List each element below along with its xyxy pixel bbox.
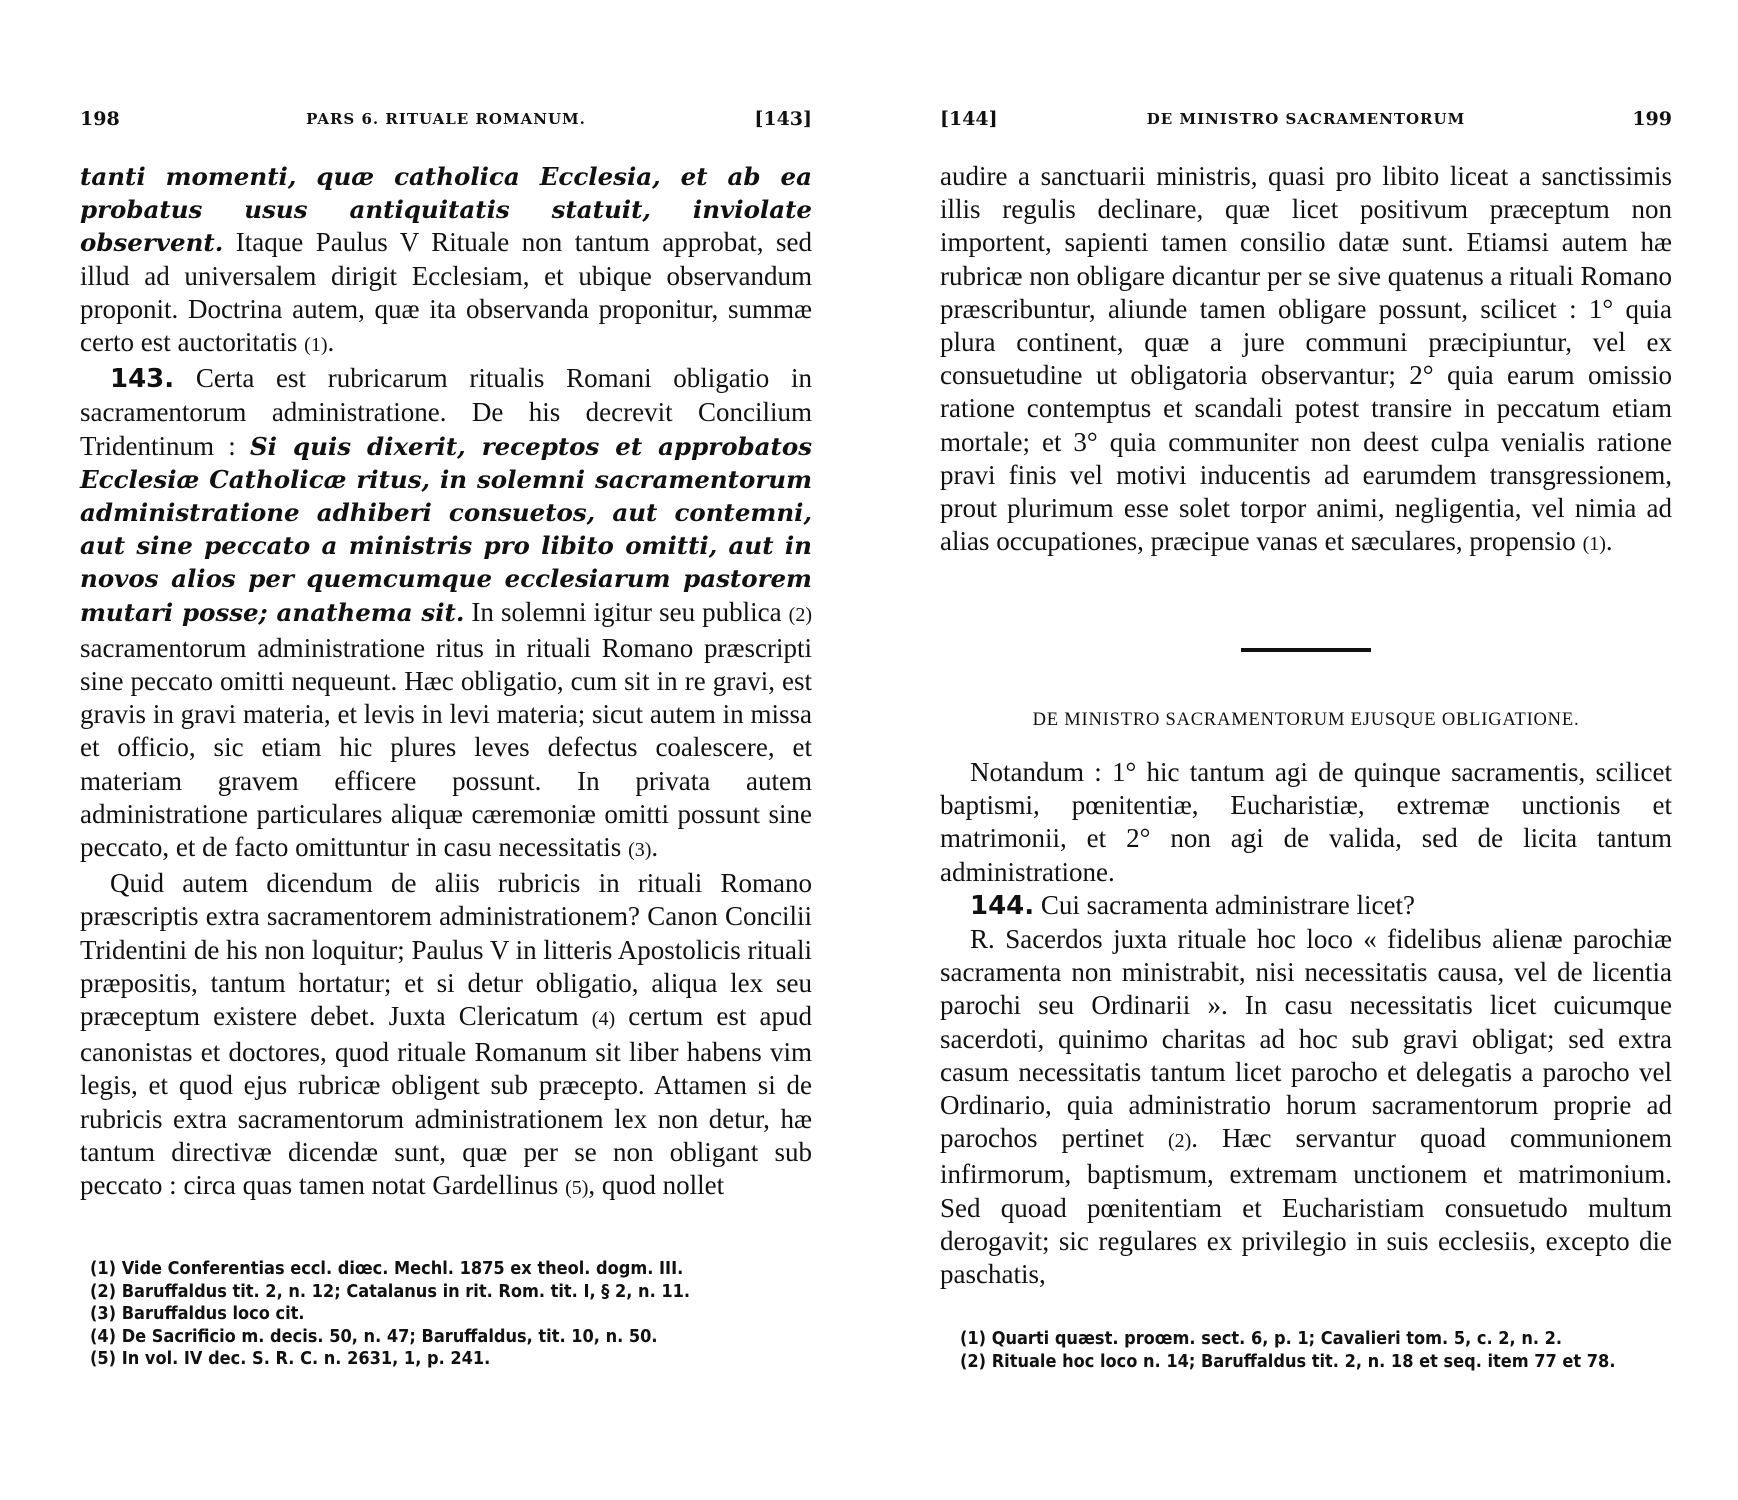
right-paragraph-notandum <box>940 756 1672 889</box>
right-paragraph-144 <box>940 889 1672 923</box>
left-p2-italic: Si quis dixerit, receptos et approbatos Ecclesiæ Catholicæ ritus, in solemni sacramentorum administratione adhiberi consuetos, aut contemni, aut sine peccato a ministris pro libito omitti, aut in novos alios per quemcumque ecclesiarum pastorem mutari posse; anathema sit. <box>80 431 813 627</box>
footnote-ref: (3) <box>628 839 652 862</box>
section-number-143: 143. <box>110 364 175 395</box>
left-p2-text2: In solemni igitur seu publica <box>464 596 789 627</box>
footnote: (2) Baruffaldus tit. 2, n. 12; Catalanus in rit. Rom. tit. I, § 2, n. 11. <box>90 1280 691 1302</box>
footnote-ref: (5) <box>565 1177 589 1200</box>
footnote-ref: (1) <box>304 334 328 357</box>
left-p2-text: Certa est rubricarum ritualis Romani obligatio in sacramentorum administratione. De his decrevit Concilium Tridentinum : <box>80 363 812 461</box>
footnote: (3) Baruffaldus loco cit. <box>90 1303 305 1324</box>
left-p1-text: Itaque Paulus V Rituale non tantum approbat, sed illud ad universalem dirigit Ecclesiam, et ubique observandum proponit. Doctrina autem, quæ ita observanda proponitur, summæ certo est auctoritatis <box>80 227 812 358</box>
left-running-head <box>80 108 812 136</box>
left-p3-text: Quid autem dicendum de aliis rubricis in rituali Romano præscriptis extra sacramentorem administrationem? Canon Concilii Tridentini de his non loquitur; Paulus V in litteris Apostolicis rituali præpositis, tantum hortatur; et si detur obligatio, aliqua lex seu præceptum existere debet. Juxta Clericatum <box>80 868 812 1032</box>
left-p3-text2: certum est apud canonistas et doctores, quod rituale Romanum sit liber habens vim legis, et quod ejus rubricæ obligent sub præcepto. Attamen si de rubricis extra sacramentorum administrationem lex non detur, hæ tantum directivæ dicendæ sunt, quæ per se non obligant sub peccato : circa quas tamen notat Gardellinus <box>80 1001 812 1201</box>
section-title: DE MINISTRO SACRAMENTORUM EJUSQUE OBLIGATIONE. <box>1032 710 1580 730</box>
section-divider-rule <box>1241 648 1371 652</box>
footnote-ref: (1) <box>1582 533 1606 556</box>
right-running-head <box>940 108 1672 136</box>
right-p1-text: audire a sanctuarii ministris, quasi pro libito liceat a sanctissimis illis regulis declinare, quæ licet positivum præceptum non importent, sapienti tamen consilio datæ sunt. Etiamsi autem hæ rubricæ non obligare dicantur per se sive quatenus a rituali Romano præscribuntur, aliunde tamen obligare possunt, scilicet : 1° quia plura continent, quæ a jure communi præcipiuntur, vel ex consuetudine ut obligatoria observantur; 2° quia earum omissio ratione contemptus et scandali potest transire in peccatum etiam mortale; et 3° quia communiter non deest culpa venialis ratione pravi finis vel motivi inducentis ad earumdem transgressionem, prout plurimum esse solet torpor animi, negligentia, vel nimia ad alias occupationes, præcipue vanas et sæculares, propensio <box>940 161 1672 557</box>
left-running-title: PARS 6. RITUALE ROMANUM. <box>306 110 586 128</box>
right-footnotes <box>960 1328 1680 1373</box>
right-section-ref: [144] <box>940 108 998 130</box>
footnote-ref: (4) <box>591 1008 616 1031</box>
left-footnotes <box>90 1258 810 1371</box>
right-p1-end: . <box>1605 526 1613 557</box>
right-body-text <box>940 160 1672 561</box>
left-p1-end: . <box>327 327 335 358</box>
left-page-number: 198 <box>80 108 120 130</box>
right-page-number: 199 <box>1632 108 1672 130</box>
right-body-text-2 <box>940 756 1672 1291</box>
right-p2-text: Notandum : 1° hic tantum agi de quinque sacramentis, scilicet baptismi, pœnitentiæ, Eucharistiæ, extremæ unctionis et matrimonii, et 2° non agi de valida, sed de licita tantum administratione. <box>940 757 1672 887</box>
section-number-144: 144. <box>970 890 1035 921</box>
left-p2-text3: sacramentorum administratione ritus in rituali Romano præscripti sine peccato omitti nequeunt. Hæc obligatio, cum sit in re gravi, est gravis in gravi materia, et levis in levi materia; sicut autem in missa et officio, sic etiam hic plures leves defectus coalescere, et materiam gravem efficere possunt. In privata autem administratione particulares aliquæ cæremoniæ omitti possunt sine peccato, et de facto omittuntur in casu necessitatis <box>80 632 812 863</box>
right-paragraph-answer <box>940 923 1672 1291</box>
right-paragraph-1 <box>940 160 1672 561</box>
footnote: (1) Quarti quæst. proœm. sect. 6, p. 1; Cavalieri tom. 5, c. 2, n. 2. <box>960 1328 1563 1349</box>
right-p4-text2: . Hæc servantur quoad communionem infirmorum, baptismum, extremam unctionem et matrimonium. Sed quoad pœnitentiam et Eucharistiam consuetudo multum derogavit; sic regulares ex privilegio in suis ecclesiis, excepto die paschatis, <box>940 1123 1672 1290</box>
footnote: (2) Rituale hoc loco n. 14; Baruffaldus tit. 2, n. 18 et seq. item 77 et 78. <box>960 1350 1616 1372</box>
left-p2-end: . <box>651 832 659 863</box>
left-body-text <box>80 160 812 1205</box>
left-paragraph-3 <box>80 867 812 1205</box>
right-p3-text: Cui sacramenta administrare licet? <box>1034 889 1415 920</box>
footnote: (5) In vol. IV dec. S. R. C. n. 2631, 1, p. 241. <box>90 1348 491 1369</box>
left-p1-italic: tanti momenti, quæ catholica Ecclesia, et ab ea probatus usus antiquitatis statuit, inviolate observent. <box>80 162 812 258</box>
footnote-ref: (2) <box>1167 1130 1192 1153</box>
left-paragraph-143 <box>80 362 812 867</box>
left-section-ref: [143] <box>754 108 812 130</box>
footnote: (4) De Sacrificio m. decis. 50, n. 47; Baruffaldus, tit. 10, n. 50. <box>90 1325 658 1347</box>
right-p4-text: R. Sacerdos juxta rituale hoc loco « fidelibus alienæ parochiæ sacramenta non ministrabit, nisi necessitatis causa, vel de licentia parochi seu Ordinarii ». In casu necessitatis licet cuicumque sacerdoti, quinimo charitas ad hoc sub gravi obligat; sed extra casum necessitatis tantum licet parocho et delegatis a parocho vel Ordinario, quia administratio horum sacramentorum proprie ad parochos pertinet <box>940 924 1672 1154</box>
right-running-title: DE MINISTRO SACRAMENTORUM <box>1146 110 1466 128</box>
footnote: (1) Vide Conferentias eccl. diœc. Mechl. 1875 ex theol. dogm. III. <box>90 1258 684 1279</box>
footnote-ref: (2) <box>788 603 812 626</box>
left-p3-text3: , quod nollet <box>588 1170 725 1201</box>
left-paragraph-1 <box>80 160 812 362</box>
